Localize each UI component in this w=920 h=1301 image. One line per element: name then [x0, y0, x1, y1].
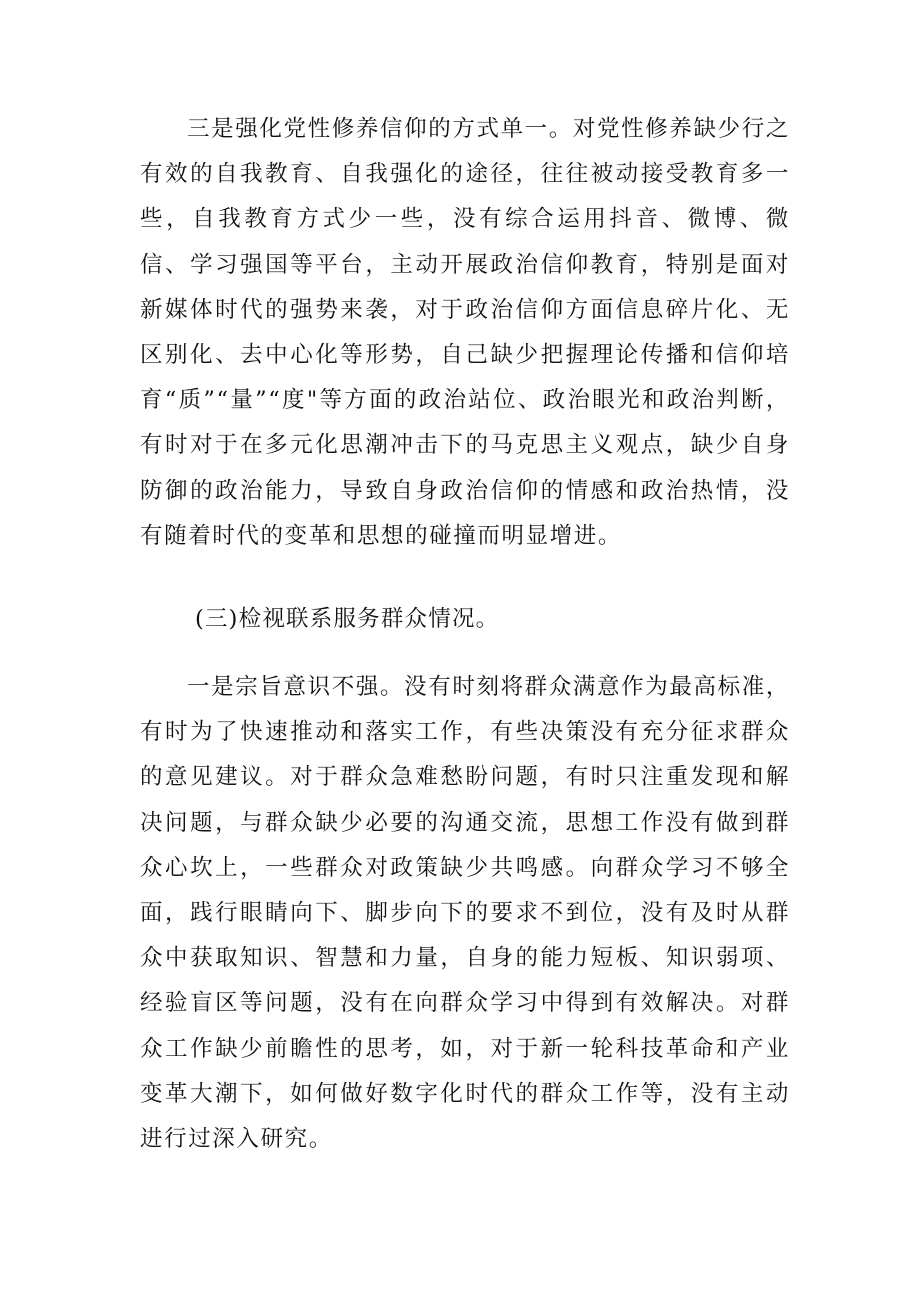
paragraph-party-spirit-cultivation: 三是强化党性修养信仰的方式单一。对党性修养缺少行之有效的自我教育、自我强化的途径，往往被动接受教育多一些，自我教育方式少一些，没有综合运用抖音、微博、微信、学习强国等平台，主动开展政治信仰教育，特别是面对新媒体时代的强势来袭，对于政治信仰方面信息碎片化、无区别化、去中心化等形势，自己缺少把握理论传播和信仰培育“质”“量”“度"等方面的政治站位、政治眼光和政治判断，有时对于在多元化思潮冲击下的马克思主义观点，缺少自身防御的政治能力，导致自身政治信仰的情感和政治热情，没有随着时代的变革和思想的碰撞而明显增进。	[140, 116, 790, 549]
section-heading-serve-masses: (三)检视联系服务群众情况。	[195, 606, 500, 632]
paragraph-purpose-awareness: 一是宗旨意识不强。没有时刻将群众满意作为最高标准，有时为了快速推动和落实工作，有些决策没有充分征求群众的意见建议。对于群众急难愁盼问题，有时只注重发现和解决问题，与群众缺少必要的沟通交流，思想工作没有做到群众心坎上，一些群众对政策缺少共鸣感。向群众学习不够全面，践行眼睛向下、脚步向下的要求不到位，没有及时从群众中获取知识、智慧和力量，自身的能力短板、知识弱项、经验盲区等问题，没有在向群众学习中得到有效解决。对群众工作缺少前瞻性的思考，如，对于新一轮科技革命和产业变革大潮下，如何做好数字化时代的群众工作等，没有主动进行过深入研究。	[140, 674, 790, 1153]
